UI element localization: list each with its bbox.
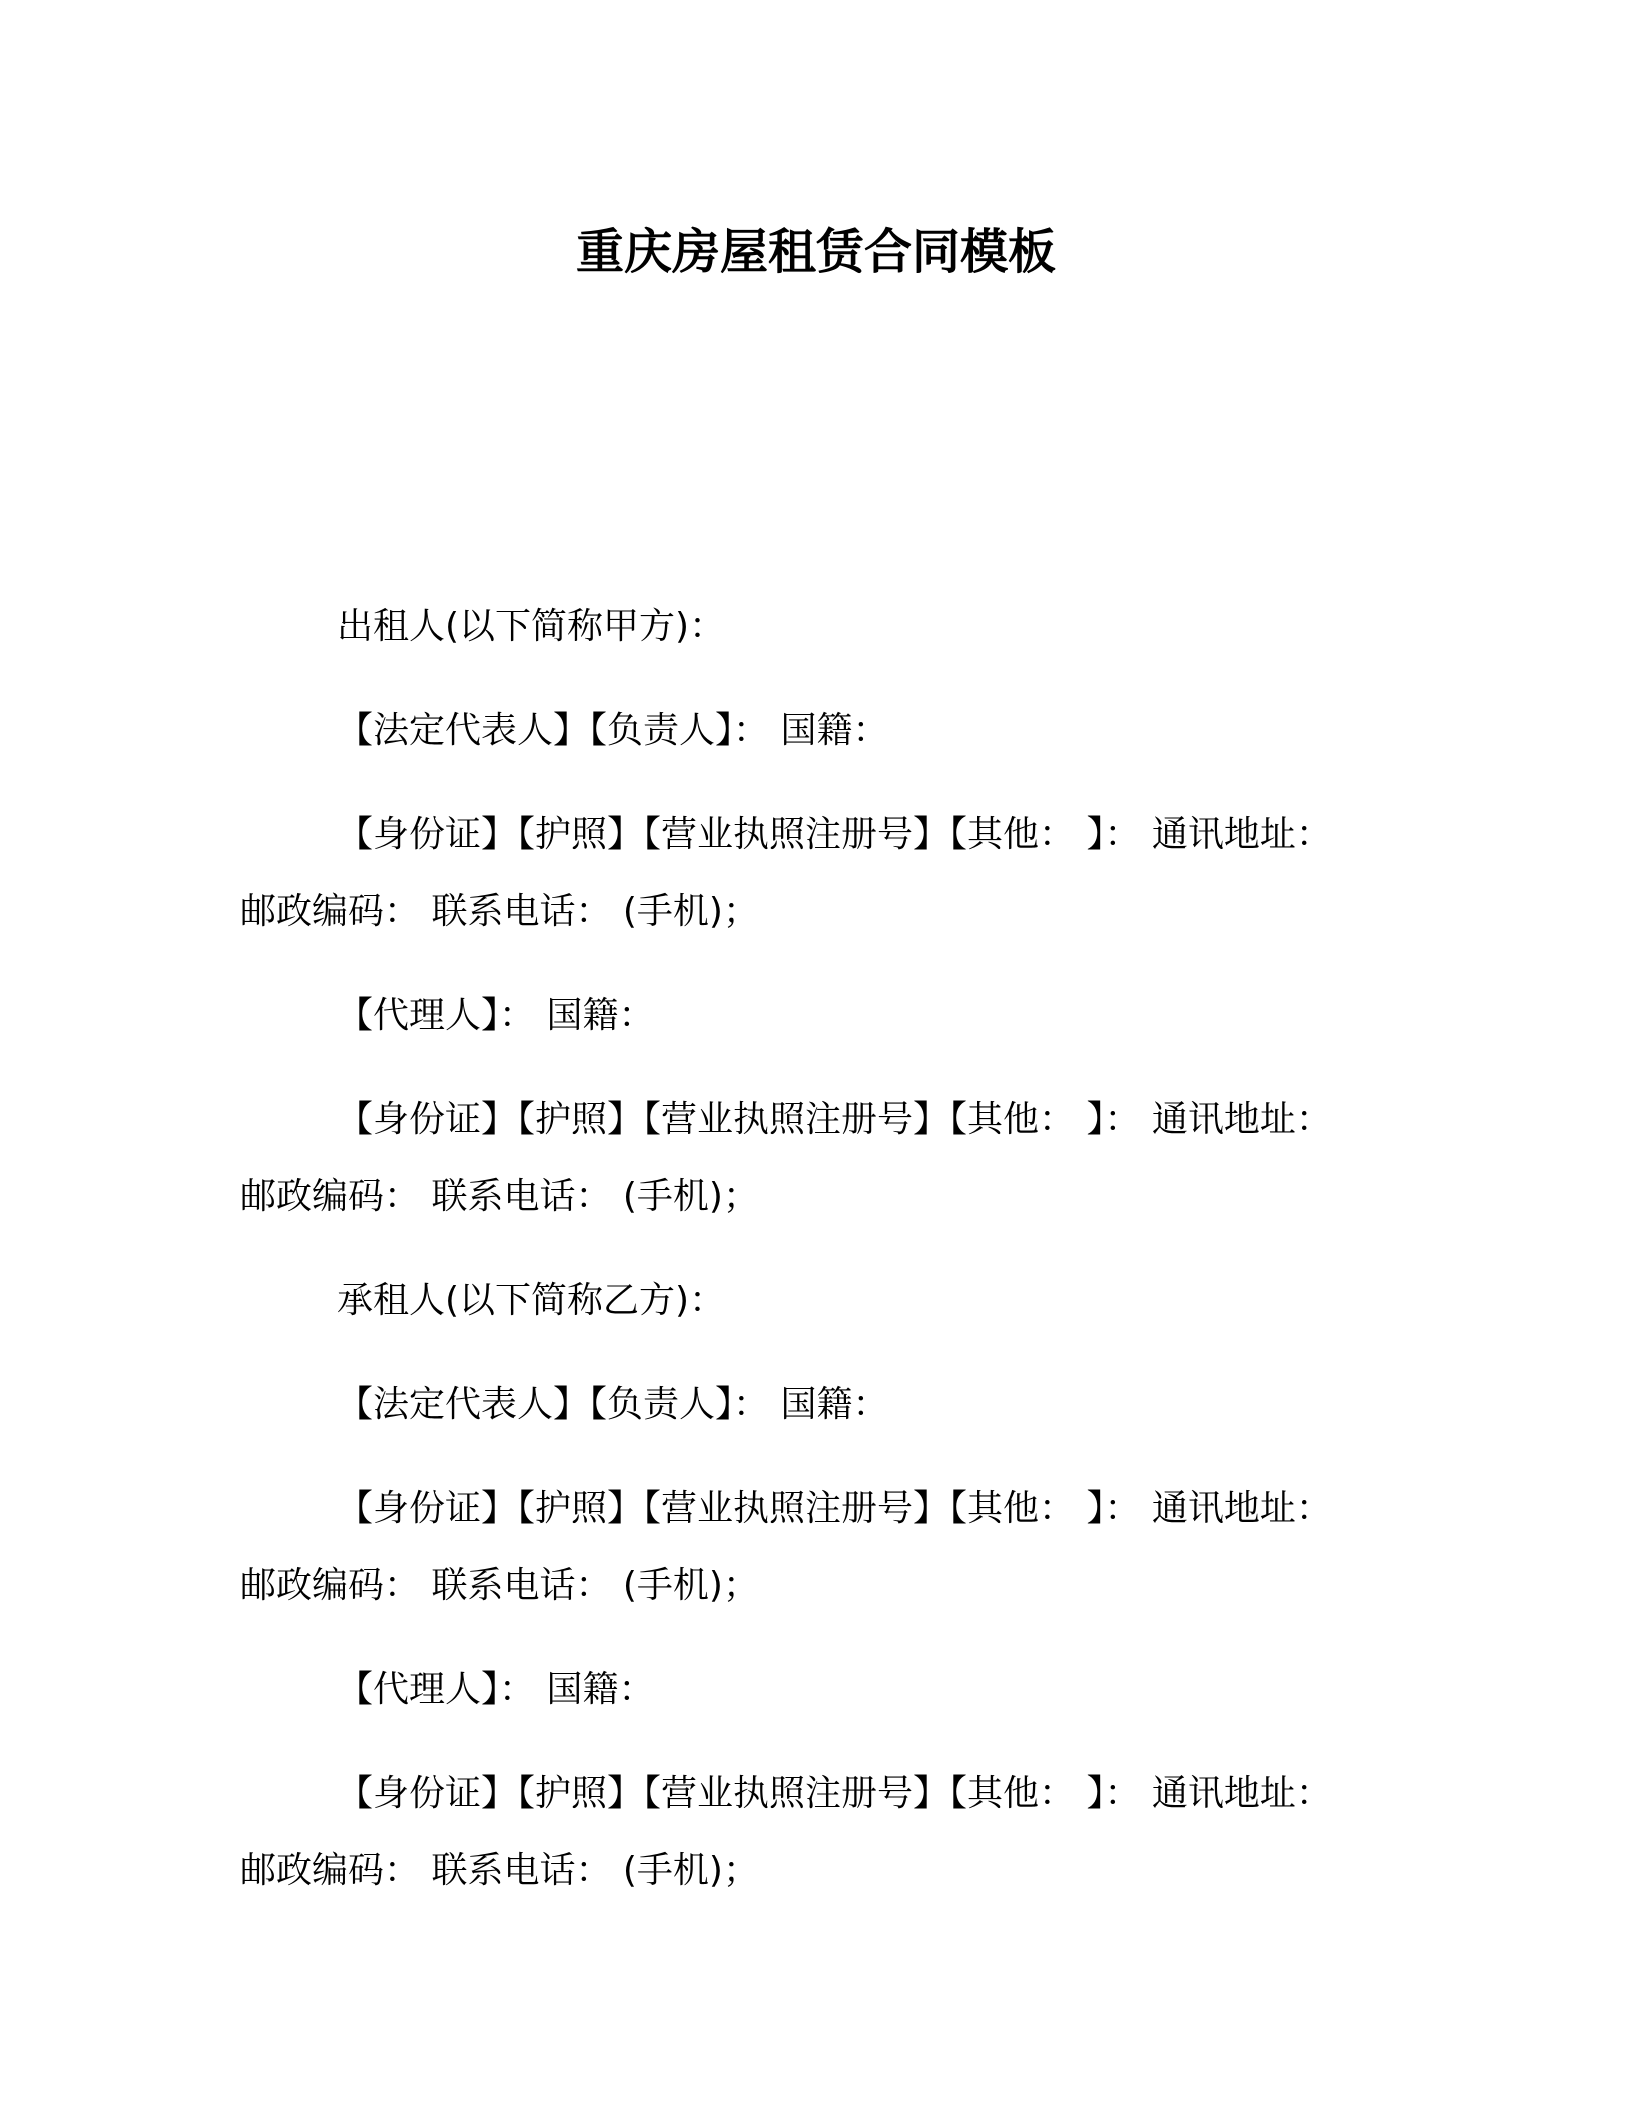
lessee-heading: 承租人(以下简称乙方)：: [337, 1280, 726, 1321]
document-body: [240, 588, 1360, 1936]
lessor-heading: 出租人(以下简称甲方)：: [337, 606, 726, 647]
lessor-representative-line: 【法定代表人】【负责人】： 国籍：: [337, 710, 889, 751]
lessor-id-contact-line: 【身份证】【护照】【营业执照注册号】【其他： 】： 通讯地址： 邮政编码： 联系电话： (手机)；: [240, 814, 1344, 932]
lessee-agent-line: 【代理人】： 国籍：: [337, 1669, 655, 1710]
lessee-id-contact-line: 【身份证】【护照】【营业执照注册号】【其他： 】： 通讯地址： 邮政编码： 联系电话： (手机)；: [240, 1488, 1344, 1606]
lessor-agent-line: 【代理人】： 国籍：: [337, 995, 655, 1036]
lessee-agent-id-contact-line: 【身份证】【护照】【营业执照注册号】【其他： 】： 通讯地址： 邮政编码： 联系电话： (手机)；: [240, 1773, 1344, 1891]
document-title: 重庆房屋租赁合同模板: [575, 224, 1056, 280]
lessor-agent-id-contact-line: 【身份证】【护照】【营业执照注册号】【其他： 】： 通讯地址： 邮政编码： 联系电话： (手机)；: [240, 1099, 1344, 1217]
lessee-representative-line: 【法定代表人】【负责人】： 国籍：: [337, 1384, 889, 1425]
